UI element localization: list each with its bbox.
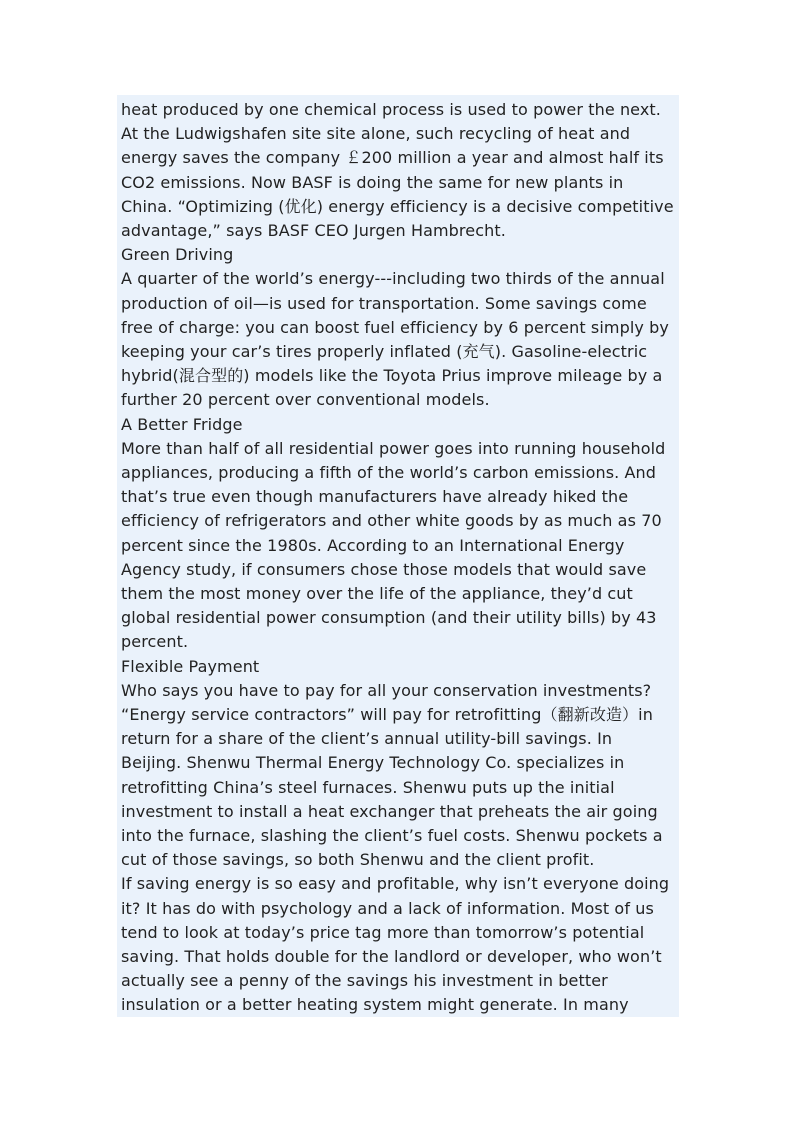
text-line: “Energy service contractors” will pay for retrofitting（翻新改造）in xyxy=(121,705,653,724)
text-line: investment to install a heat exchanger that preheats the air going xyxy=(121,801,658,821)
text-block xyxy=(117,95,679,1017)
text-line: Agency study, if consumers chose those models that would save xyxy=(121,559,647,579)
text-line: CO2 emissions. Now BASF is doing the same for new plants in xyxy=(121,172,624,192)
text-line: further 20 percent over conventional models. xyxy=(121,390,490,410)
text-line: At the Ludwigshafen site site alone, such recycling of heat and xyxy=(121,124,631,144)
text-line: If saving energy is so easy and profitable, why isn’t everyone doing xyxy=(121,874,670,894)
text-line: percent since the 1980s. According to an International Energy xyxy=(121,535,625,555)
text-line: retrofitting China’s steel furnaces. Shenwu puts up the initial xyxy=(121,777,615,797)
text-line: them the most money over the life of the appliance, they’d cut xyxy=(121,584,633,603)
text-line: percent. xyxy=(121,632,189,652)
text-line: Who says you have to pay for all your conservation investments? xyxy=(121,680,652,700)
text-line: global residential power consumption (and their utility bills) by 43 xyxy=(121,608,657,628)
text-line: production of oil—is used for transportation. Some savings come xyxy=(121,293,647,313)
text-line: appliances, producing a fifth of the world’s carbon emissions. And xyxy=(121,463,657,482)
text-line: cut of those savings, so both Shenwu and the client profit. xyxy=(121,850,595,870)
text-line: that’s true even though manufacturers have already hiked the xyxy=(121,487,629,507)
text-line: heat produced by one chemical process is used to power the next. xyxy=(121,100,661,119)
text-line: free of charge: you can boost fuel efficiency by 6 percent simply by xyxy=(121,317,669,337)
text-line: More than half of all residential power goes into running household xyxy=(121,438,666,458)
text-line: hybrid(混合型的) models like the Toyota Prius improve mileage by a xyxy=(121,366,663,386)
text-line: actually see a penny of the savings his investment in better xyxy=(121,971,608,991)
text-line: into the furnace, slashing the client’s fuel costs. Shenwu pockets a xyxy=(121,826,663,845)
text-line: A Better Fridge xyxy=(121,414,243,434)
text-line: China. “Optimizing (优化) energy efficiency is a decisive competitive xyxy=(121,196,674,216)
text-line: Green Driving xyxy=(121,245,234,265)
text-line: saving. That holds double for the landlord or developer, who won’t xyxy=(121,947,662,966)
text-line: return for a share of the client’s annual utility-bill savings. In xyxy=(121,729,613,749)
text-line: energy saves the company ￡200 million a year and almost half its xyxy=(121,148,664,168)
text-line: insulation or a better heating system might generate. In many xyxy=(121,995,629,1015)
text-line: Beijing. Shenwu Thermal Energy Technology Co. specializes in xyxy=(121,753,625,773)
text-line: advantage,” says BASF CEO Jurgen Hambrecht. xyxy=(121,221,506,240)
text-line: keeping your car’s tires properly inflated (充气). Gasoline-electric xyxy=(121,342,648,361)
text-line: tend to look at today’s price tag more than tomorrow’s potential xyxy=(121,922,645,942)
text-line: efficiency of refrigerators and other white goods by as much as 70 xyxy=(121,511,662,531)
text-line: it? It has do with psychology and a lack of information. Most of us xyxy=(121,898,654,918)
text-line: Flexible Payment xyxy=(121,656,260,676)
text-line: A quarter of the world’s energy---including two thirds of the annual xyxy=(121,269,665,289)
